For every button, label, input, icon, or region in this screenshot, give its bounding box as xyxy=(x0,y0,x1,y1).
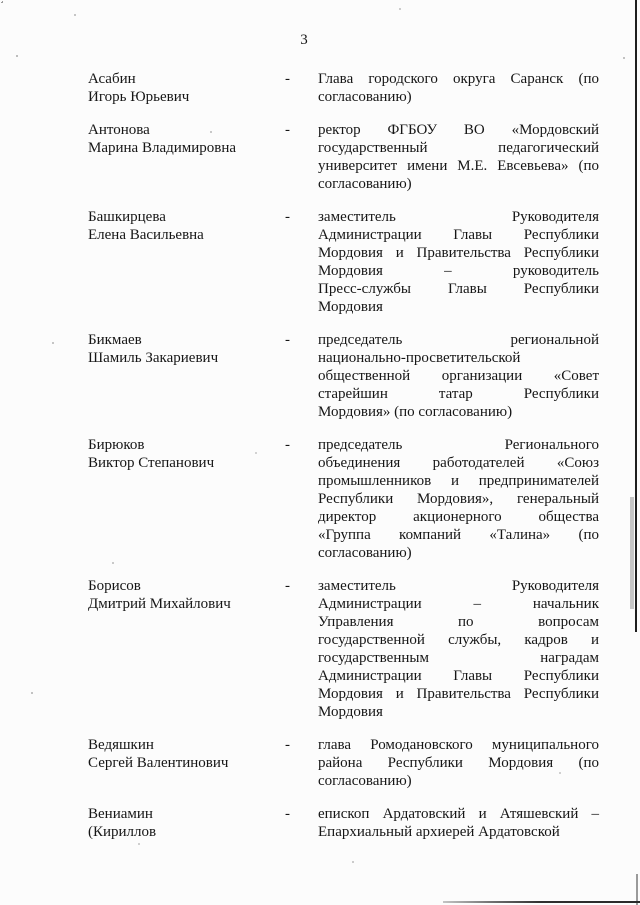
member-name xyxy=(88,121,285,193)
member-role xyxy=(318,70,599,106)
role-line: Мордовия xyxy=(318,299,383,315)
directory-entry xyxy=(88,436,599,562)
member-given: Марина Владимировна xyxy=(88,140,237,156)
role-line: председатель региональной xyxy=(318,332,599,348)
member-role xyxy=(318,208,599,316)
role-line: заместитель Руководителя xyxy=(318,209,599,225)
member-surname: Ведяшкин xyxy=(88,737,154,753)
separator-dash: - xyxy=(285,209,290,225)
role-line: государственной службы, кадров и xyxy=(318,632,599,648)
role-line: Администрации Главы Республики xyxy=(318,668,599,684)
role-line: Глава городского округа Саранск (по xyxy=(318,71,599,87)
directory-entry xyxy=(88,208,599,316)
directory-entry xyxy=(88,331,599,421)
role-line: согласованию) xyxy=(318,176,412,192)
member-name xyxy=(88,331,285,421)
member-role xyxy=(318,736,599,790)
member-given: Сергей Валентинович xyxy=(88,755,229,771)
page-number: 3 xyxy=(300,32,308,48)
role-line: согласованию) xyxy=(318,773,412,789)
scan-bottom-line xyxy=(443,901,640,903)
role-line: государственный педагогический xyxy=(318,140,599,156)
role-line: объединения работодателей «Союз xyxy=(318,455,599,471)
separator-dash: - xyxy=(285,122,290,138)
separator-dash: - xyxy=(285,332,290,348)
member-role xyxy=(318,121,599,193)
scan-edge-line-right xyxy=(635,0,637,632)
role-line: Администрации Главы Республики xyxy=(318,227,599,243)
directory-entry xyxy=(88,736,599,790)
member-surname: Антонова xyxy=(88,122,150,138)
member-name xyxy=(88,577,285,721)
role-line: района Республики Мордовия (по xyxy=(318,755,599,771)
role-line: Мордовия и Правительства Республики xyxy=(318,686,599,702)
role-line: «Группа компаний «Талина» (по xyxy=(318,527,599,543)
role-line: Мордовия – руководитель xyxy=(318,263,599,279)
member-role xyxy=(318,331,599,421)
role-line: национально-просветительской xyxy=(318,350,521,366)
member-surname: Башкирцева xyxy=(88,209,166,225)
member-name xyxy=(88,736,285,790)
member-name xyxy=(88,70,285,106)
member-given: Дмитрий Михайлович xyxy=(88,596,231,612)
entries-list xyxy=(88,70,599,856)
member-role xyxy=(318,436,599,562)
role-line: Республики Мордовия», генеральный xyxy=(318,491,599,507)
member-given: Шамиль Закариевич xyxy=(88,350,219,366)
role-line: промышленников и предпринимателей xyxy=(318,473,599,489)
directory-entry xyxy=(88,70,599,106)
separator-dash: - xyxy=(285,737,290,753)
member-given: Елена Васильевна xyxy=(88,227,204,243)
role-line: Мордовия и Правительства Республики xyxy=(318,245,599,261)
member-role xyxy=(318,805,599,841)
role-line: согласованию) xyxy=(318,89,412,105)
member-surname: Бирюков xyxy=(88,437,145,453)
role-line: Пресс-службы Главы Республики xyxy=(318,281,599,297)
member-given: Игорь Юрьевич xyxy=(88,89,190,105)
directory-entry xyxy=(88,121,599,193)
member-surname: Бикмаев xyxy=(88,332,142,348)
member-name xyxy=(88,436,285,562)
role-line: Мордовия xyxy=(318,704,383,720)
role-line: епископ Ардатовский и Атяшевский – xyxy=(318,806,599,822)
member-role xyxy=(318,577,599,721)
role-line: государственным наградам xyxy=(318,650,599,666)
scan-edge-smudge xyxy=(630,497,634,609)
directory-entry xyxy=(88,577,599,721)
member-surname: Асабин xyxy=(88,71,136,87)
role-line: ректор ФГБОУ ВО «Мордовский xyxy=(318,122,599,138)
role-line: университет имени М.Е. Евсевьева» (по xyxy=(318,158,599,174)
directory-entry xyxy=(88,805,599,841)
scan-noise-speckles xyxy=(0,0,2,2)
separator-dash: - xyxy=(285,71,290,87)
role-line: Администрации – начальник xyxy=(318,596,599,612)
role-line: Управления по вопросам xyxy=(318,614,599,630)
role-line: директор акционерного общества xyxy=(318,509,599,525)
separator-dash: - xyxy=(285,578,290,594)
member-surname: Вениамин xyxy=(88,806,153,822)
separator-dash: - xyxy=(285,437,290,453)
role-line: старейшин татар Республики xyxy=(318,386,599,402)
role-line: согласованию) xyxy=(318,545,412,561)
role-line: Мордовия» (по согласованию) xyxy=(318,404,513,420)
role-line: заместитель Руководителя xyxy=(318,578,599,594)
role-line: глава Ромодановского муниципального xyxy=(318,737,599,753)
member-given: (Кириллов xyxy=(88,824,157,840)
role-line: председатель Регионального xyxy=(318,437,599,453)
member-given: Виктор Степанович xyxy=(88,455,215,471)
role-line: Епархиальный архиерей Ардатовской xyxy=(318,824,560,840)
member-name xyxy=(88,805,285,841)
separator-dash: - xyxy=(285,806,290,822)
member-name xyxy=(88,208,285,316)
role-line: общественной организации «Совет xyxy=(318,368,599,384)
member-surname: Борисов xyxy=(88,578,141,594)
